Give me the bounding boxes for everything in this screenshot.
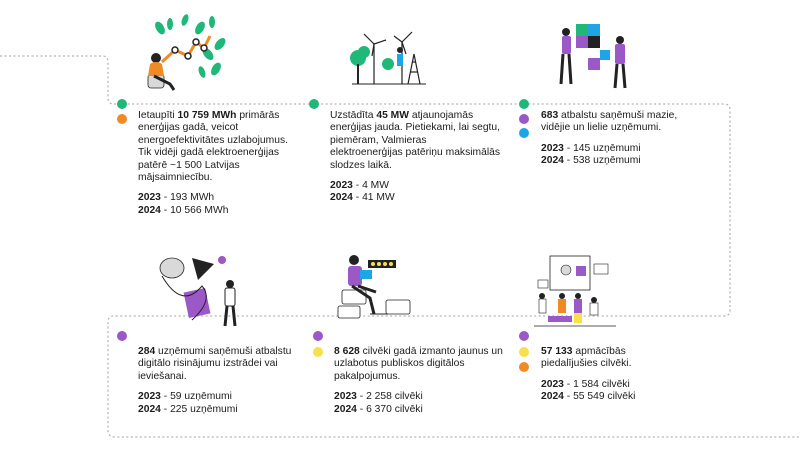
stat-card-digital-solutions (138, 346, 296, 416)
training-illustration (530, 250, 620, 330)
stat-line-2024: 2024 - 6 370 cilvēki (334, 403, 423, 415)
stat-line-2023: 2023 - 4 MW (330, 180, 389, 192)
stat-line-2023: 2023 - 1 584 cilvēki (541, 378, 630, 390)
card-lead: 284 uzņēmumi saņēmuši atbalstu digitālo risinājumu izstrādei vai ieviešanai. (138, 346, 292, 382)
stat-line-2024: 2024 - 41 MW (330, 192, 395, 204)
card-lead: Uzstādīta 45 MW atjaunojamās enerģijas jauda. Pietiekami, lai segtu, piemēram, Valmieras elektroenerģijas patēriņu maksimālās slodzes laikā. (330, 110, 500, 171)
stat-card-renewable-capacity (330, 110, 500, 205)
stat-line-2024: 2024 - 55 549 cilvēki (541, 391, 636, 403)
stat-line-2024: 2024 - 10 566 MWh (138, 204, 229, 216)
energy-graph-illustration (140, 14, 230, 94)
puzzle-team-illustration (548, 14, 638, 94)
legend-dot-yellow (519, 347, 529, 357)
card-lead: 683 atbalstu saņēmuši mazie, vidējie un lielie uzņēmumi. (541, 110, 678, 134)
card-lead: Ietaupīti 10 759 MWh primārās enerģijas gadā, veicot energoefektivitātes uzlabojumus. (138, 110, 288, 146)
legend-dot-purple (519, 114, 529, 124)
legend-dot-orange (117, 114, 127, 124)
legend-dot-orange (519, 362, 529, 372)
timeline-dot-green (117, 99, 127, 109)
stat-card-business-support (541, 110, 681, 168)
timeline-dot-purple (313, 331, 323, 341)
legend-dot-blue (519, 128, 529, 138)
stat-line-2024: 2024 - 538 uzņēmumi (541, 155, 641, 167)
digital-shapes-illustration (152, 250, 247, 330)
card-note: Tik vidēji gadā elektroenerģijas patērē ~1 500 Latvijas mājsaimniecību. (138, 147, 279, 184)
timeline-dot-purple (519, 331, 529, 341)
card-lead: 8 628 cilvēki gadā izmanto jaunus un uzlabotus publiskos digitālos pakalpojumus. (334, 346, 503, 382)
timeline-dot-green (309, 99, 319, 109)
tablet-rating-illustration (330, 250, 420, 330)
stat-line-2023: 2023 - 145 uzņēmumi (541, 142, 641, 154)
stat-line-2023: 2023 - 193 MWh (138, 192, 215, 204)
wind-turbines-illustration (348, 14, 428, 94)
card-lead: 57 133 apmācībās piedalījušies cilvēki. (541, 346, 632, 370)
timeline-dot-green (519, 99, 529, 109)
timeline-dot-purple (117, 331, 127, 341)
stat-line-2023: 2023 - 59 uzņēmumi (138, 391, 232, 403)
legend-dot-yellow (313, 347, 323, 357)
stat-card-training (541, 346, 676, 404)
stat-card-public-services (334, 346, 506, 416)
stat-line-2023: 2023 - 2 258 cilvēki (334, 391, 423, 403)
stat-card-energy-savings (138, 110, 306, 217)
stat-line-2024: 2024 - 225 uzņēmumi (138, 403, 238, 415)
